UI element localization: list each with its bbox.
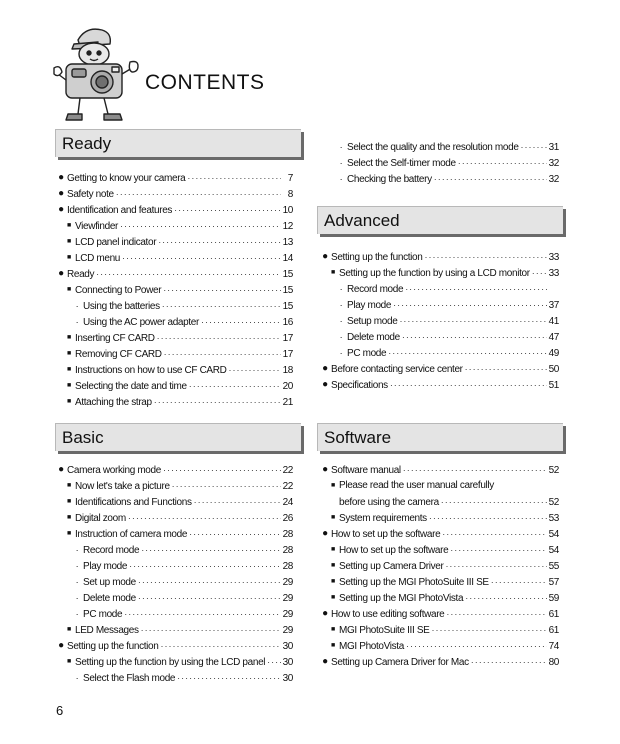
toc-entry-label: How to use editing software — [331, 609, 445, 620]
toc-entry-page: 20 — [282, 381, 293, 392]
dot-leader — [434, 171, 547, 187]
dot-leader — [267, 654, 280, 670]
dot-leader — [406, 638, 547, 654]
toc-entry — [56, 590, 293, 606]
toc-entry-page: 52 — [548, 465, 559, 476]
toc-entry — [320, 281, 559, 297]
toc-entry-label: Now let's take a picture — [75, 481, 170, 492]
toc-entry-label: Record mode — [83, 545, 140, 556]
toc-entry-page: 54 — [548, 529, 559, 540]
dot-leader — [96, 266, 280, 282]
toc-entry-label: LED Messages — [75, 625, 139, 636]
square-bullet-icon: ■ — [331, 578, 335, 585]
toc-entry-label: Select the quality and the resolution mode — [347, 142, 519, 153]
dot-bullet-icon: · — [339, 332, 343, 342]
toc-entry-page: 10 — [282, 205, 293, 216]
circle-bullet-icon: ● — [322, 379, 328, 390]
toc-entry-page: 12 — [282, 221, 293, 232]
toc-entry-label: Select the Flash mode — [83, 673, 176, 684]
dot-bullet-icon: · — [75, 609, 79, 619]
circle-bullet-icon: ● — [58, 172, 64, 183]
toc-entry — [56, 330, 293, 346]
toc-entry-label: Selecting the date and time — [75, 381, 187, 392]
dot-leader — [172, 478, 281, 494]
dot-leader — [194, 494, 281, 510]
toc-entry — [320, 478, 559, 494]
toc-entry-label: Setting up the MGI PhotoSuite III SE — [339, 577, 489, 588]
dot-leader — [521, 139, 547, 155]
square-bullet-icon: ■ — [67, 626, 71, 633]
toc-entry-page: 28 — [282, 561, 293, 572]
square-bullet-icon: ■ — [331, 642, 335, 649]
dot-leader — [128, 510, 281, 526]
toc-entry-label: Setup mode — [347, 316, 398, 327]
toc-entry — [320, 249, 559, 265]
dot-bullet-icon: · — [339, 348, 343, 358]
toc-entry-label: PC mode — [347, 348, 387, 359]
square-bullet-icon: ■ — [67, 222, 71, 229]
toc-entry — [320, 313, 559, 329]
toc-entry-page: 26 — [282, 513, 293, 524]
toc-entry — [320, 329, 559, 345]
toc-entry-page: 18 — [282, 365, 293, 376]
dot-leader — [442, 526, 546, 542]
section-header-advanced: Advanced — [317, 206, 563, 234]
toc-entry-label: Setting up the function — [331, 252, 423, 263]
toc-entry-label: Set up mode — [83, 577, 136, 588]
dot-leader — [129, 558, 280, 574]
dot-leader — [403, 462, 547, 478]
toc-entry — [56, 654, 293, 670]
dot-leader — [465, 590, 546, 606]
toc-entry-page: 17 — [282, 349, 293, 360]
dot-bullet-icon: · — [339, 300, 343, 310]
dot-leader — [160, 638, 280, 654]
toc-entry — [56, 558, 293, 574]
dot-leader — [120, 218, 281, 234]
toc-entry-label: How to set up the software — [339, 545, 449, 556]
toc-entry-label: Before contacting service center — [331, 364, 463, 375]
toc-entry — [56, 670, 293, 686]
toc-list-ready — [56, 170, 293, 410]
toc-entry-label: Instruction of camera mode — [75, 529, 188, 540]
toc-entry-page: 17 — [282, 333, 293, 344]
dot-bullet-icon: · — [339, 174, 343, 184]
toc-entry — [56, 362, 293, 378]
dot-bullet-icon: · — [339, 284, 343, 294]
dot-leader — [174, 202, 280, 218]
square-bullet-icon: ■ — [331, 546, 335, 553]
dot-leader — [390, 377, 547, 393]
dot-leader — [429, 510, 547, 526]
toc-entry — [56, 638, 293, 654]
toc-entry-label: MGI PhotoSuite III SE — [339, 625, 430, 636]
dot-leader — [393, 297, 546, 313]
toc-entry-page: 24 — [282, 497, 293, 508]
toc-entry-label: LCD menu — [75, 253, 120, 264]
toc-entry-label: Play mode — [347, 300, 392, 311]
toc-entry — [56, 378, 293, 394]
circle-bullet-icon: ● — [322, 608, 328, 619]
toc-entry — [320, 622, 559, 638]
toc-entry-page: 53 — [548, 513, 559, 524]
toc-entry-label: Select the Self-timer mode — [347, 158, 456, 169]
toc-entry-label: Please read the user manual carefully — [339, 480, 494, 491]
toc-entry-label: Setting up the function by using the LCD panel — [75, 657, 266, 668]
toc-entry-page: 51 — [548, 380, 559, 391]
camera-mascot-illustration — [52, 22, 144, 128]
circle-bullet-icon: ● — [58, 464, 64, 475]
toc-entry-label: Using the batteries — [83, 301, 160, 312]
toc-entry-page: 8 — [287, 189, 293, 200]
toc-entry-page: 7 — [287, 173, 293, 184]
toc-entry-label: Safety note — [67, 189, 114, 200]
toc-entry-page: 16 — [282, 317, 293, 328]
toc-entry-page: 32 — [548, 174, 559, 185]
toc-entry-label: Delete mode — [83, 593, 136, 604]
square-bullet-icon: ■ — [331, 514, 335, 521]
toc-entry-page: 22 — [282, 465, 293, 476]
dot-leader — [402, 329, 547, 345]
toc-entry — [320, 526, 559, 542]
dot-leader — [465, 361, 547, 377]
toc-entry-label: Viewfinder — [75, 221, 119, 232]
dot-leader — [122, 250, 281, 266]
toc-entry — [56, 462, 293, 478]
dot-leader — [441, 494, 547, 510]
circle-bullet-icon: ● — [58, 188, 64, 199]
toc-entry-page: 32 — [548, 158, 559, 169]
toc-entry-label: Record mode — [347, 284, 404, 295]
toc-entry — [320, 462, 559, 478]
square-bullet-icon: ■ — [331, 482, 335, 489]
dot-leader — [450, 542, 546, 558]
toc-entry — [320, 345, 559, 361]
toc-entry — [320, 494, 559, 510]
section-header-basic: Basic — [55, 423, 301, 451]
dot-bullet-icon: · — [75, 593, 79, 603]
square-bullet-icon: ■ — [67, 366, 71, 373]
toc-entry-page: 49 — [548, 348, 559, 359]
dot-bullet-icon: · — [75, 545, 79, 555]
circle-bullet-icon: ● — [322, 528, 328, 539]
toc-entry — [56, 542, 293, 558]
square-bullet-icon: ■ — [67, 350, 71, 357]
dot-bullet-icon: · — [339, 158, 343, 168]
square-bullet-icon: ■ — [67, 514, 71, 521]
toc-entry — [56, 526, 293, 542]
toc-entry-page: 33 — [548, 268, 559, 279]
toc-entry — [56, 170, 293, 186]
toc-entry-page: 15 — [282, 301, 293, 312]
toc-entry — [56, 282, 293, 298]
toc-entry-label: Setting up Camera Driver for Mac — [331, 657, 469, 668]
toc-entry-label: System requirements — [339, 513, 427, 524]
toc-entry — [320, 542, 559, 558]
toc-entry — [56, 234, 293, 250]
dot-bullet-icon: · — [75, 301, 79, 311]
toc-entry-page: 28 — [282, 529, 293, 540]
toc-entry — [56, 394, 293, 410]
toc-entry — [320, 155, 559, 171]
toc-entry — [56, 250, 293, 266]
circle-bullet-icon: ● — [322, 251, 328, 262]
toc-entry — [320, 361, 559, 377]
toc-entry-page: 28 — [282, 545, 293, 556]
dot-leader — [141, 542, 280, 558]
toc-entry-page: 50 — [548, 364, 559, 375]
toc-entry-page: 29 — [282, 593, 293, 604]
toc-entry-label: How to set up the software — [331, 529, 441, 540]
dot-bullet-icon: · — [75, 673, 79, 683]
toc-entry-label: Setting up the function by using a LCD monitor — [339, 268, 530, 279]
dot-leader — [458, 155, 547, 171]
toc-entry — [320, 638, 559, 654]
square-bullet-icon: ■ — [67, 482, 71, 489]
toc-entry — [320, 606, 559, 622]
toc-entry-page: 41 — [548, 316, 559, 327]
toc-entry-page: 14 — [282, 253, 293, 264]
dot-leader — [138, 574, 281, 590]
toc-list-continued — [320, 139, 559, 187]
toc-entry-page: 31 — [548, 142, 559, 153]
square-bullet-icon: ■ — [67, 286, 71, 293]
dot-leader — [399, 313, 546, 329]
dot-leader — [116, 186, 281, 202]
toc-entry-label: Attaching the strap — [75, 397, 152, 408]
toc-entry-page: 30 — [282, 641, 293, 652]
circle-bullet-icon: ● — [322, 656, 328, 667]
toc-entry — [320, 590, 559, 606]
toc-entry — [56, 346, 293, 362]
toc-entry — [320, 510, 559, 526]
square-bullet-icon: ■ — [67, 238, 71, 245]
dot-leader — [446, 606, 546, 622]
dot-leader — [141, 622, 281, 638]
dot-leader — [158, 234, 280, 250]
dot-leader — [491, 574, 547, 590]
toc-entry-page: 74 — [548, 641, 559, 652]
toc-entry-label: Setting up Camera Driver — [339, 561, 444, 572]
toc-entry-page: 15 — [282, 269, 293, 280]
toc-entry-label: Ready — [67, 269, 95, 280]
toc-entry-label: Identification and features — [67, 205, 173, 216]
dot-leader — [177, 670, 280, 686]
toc-entry-label: Identifications and Functions — [75, 497, 192, 508]
toc-entry — [320, 171, 559, 187]
toc-entry-page: 22 — [282, 481, 293, 492]
toc-list-advanced — [320, 249, 559, 393]
toc-entry-label: Checking the battery — [347, 174, 432, 185]
page-title: CONTENTS — [145, 71, 265, 94]
page-number: 6 — [56, 703, 64, 718]
dot-leader — [229, 362, 281, 378]
circle-bullet-icon: ● — [322, 363, 328, 374]
square-bullet-icon: ■ — [67, 334, 71, 341]
toc-entry — [320, 558, 559, 574]
dot-bullet-icon: · — [75, 317, 79, 327]
square-bullet-icon: ■ — [67, 382, 71, 389]
toc-entry — [56, 314, 293, 330]
square-bullet-icon: ■ — [67, 398, 71, 405]
toc-entry-label: Play mode — [83, 561, 128, 572]
section-header-software: Software — [317, 423, 563, 451]
toc-entry-page: 29 — [282, 577, 293, 588]
square-bullet-icon: ■ — [331, 626, 335, 633]
toc-list-basic — [56, 462, 293, 686]
toc-entry-page: 21 — [282, 397, 293, 408]
dot-leader — [189, 378, 281, 394]
toc-entry — [56, 510, 293, 526]
toc-entry — [56, 574, 293, 590]
dot-leader — [163, 462, 281, 478]
toc-list-software — [320, 462, 559, 670]
dot-bullet-icon: · — [339, 316, 343, 326]
section-header-ready: Ready — [55, 129, 301, 157]
toc-entry — [56, 606, 293, 622]
toc-entry-page: 54 — [548, 545, 559, 556]
toc-entry — [56, 478, 293, 494]
toc-entry-label: Removing CF CARD — [75, 349, 162, 360]
toc-entry-label: Getting to know your camera — [67, 173, 186, 184]
toc-entry — [320, 377, 559, 393]
toc-entry — [56, 622, 293, 638]
circle-bullet-icon: ● — [58, 204, 64, 215]
dot-leader — [154, 394, 281, 410]
toc-entry-label: Specifications — [331, 380, 388, 391]
dot-leader — [431, 622, 546, 638]
toc-entry-page: 47 — [548, 332, 559, 343]
dot-leader — [405, 281, 547, 297]
square-bullet-icon: ■ — [331, 594, 335, 601]
dot-leader — [187, 170, 281, 186]
dot-leader — [445, 558, 546, 574]
toc-entry-label: Using the AC power adapter — [83, 317, 199, 328]
square-bullet-icon: ■ — [67, 498, 71, 505]
square-bullet-icon: ■ — [331, 562, 335, 569]
toc-entry-label: Software manual — [331, 465, 401, 476]
dot-leader — [201, 314, 281, 330]
toc-entry — [320, 139, 559, 155]
toc-entry-label: Inserting CF CARD — [75, 333, 155, 344]
toc-entry-page: 80 — [548, 657, 559, 668]
toc-entry — [56, 218, 293, 234]
toc-entry-label: before using the camera — [339, 497, 439, 508]
toc-entry-page: 33 — [548, 252, 559, 263]
dot-bullet-icon: · — [339, 142, 343, 152]
toc-entry — [320, 574, 559, 590]
toc-entry-label: Camera working mode — [67, 465, 161, 476]
dot-leader — [163, 282, 280, 298]
toc-entry-page: 13 — [282, 237, 293, 248]
dot-leader — [189, 526, 280, 542]
toc-entry-label: Delete mode — [347, 332, 400, 343]
dot-leader — [138, 590, 281, 606]
square-bullet-icon: ■ — [67, 530, 71, 537]
toc-entry — [56, 494, 293, 510]
toc-entry-page: 59 — [548, 593, 559, 604]
toc-entry — [56, 266, 293, 282]
toc-entry-label: Setting up the MGI PhotoVista — [339, 593, 464, 604]
dot-leader — [424, 249, 546, 265]
dot-leader — [388, 345, 546, 361]
toc-entry-label: Setting up the function — [67, 641, 159, 652]
toc-entry — [320, 297, 559, 313]
dot-leader — [162, 298, 281, 314]
toc-entry-label: MGI PhotoVista — [339, 641, 404, 652]
circle-bullet-icon: ● — [58, 640, 64, 651]
toc-entry-label: Connecting to Power — [75, 285, 162, 296]
toc-entry-label: LCD panel indicator — [75, 237, 157, 248]
toc-entry — [56, 298, 293, 314]
circle-bullet-icon: ● — [58, 268, 64, 279]
toc-entry-page: 57 — [548, 577, 559, 588]
toc-entry — [320, 654, 559, 670]
dot-leader — [124, 606, 280, 622]
toc-entry-page: 52 — [548, 497, 559, 508]
toc-entry-page: 30 — [282, 673, 293, 684]
toc-entry — [56, 202, 293, 218]
circle-bullet-icon: ● — [322, 464, 328, 475]
dot-leader — [532, 265, 547, 281]
dot-leader — [471, 654, 547, 670]
toc-entry-page: 29 — [282, 625, 293, 636]
toc-entry-page: 55 — [548, 561, 559, 572]
square-bullet-icon: ■ — [331, 269, 335, 276]
square-bullet-icon: ■ — [67, 658, 71, 665]
toc-entry-label: Instructions on how to use CF CARD — [75, 365, 227, 376]
dot-bullet-icon: · — [75, 561, 79, 571]
toc-entry-page: 15 — [282, 285, 293, 296]
toc-entry-page: 37 — [548, 300, 559, 311]
toc-entry-label: PC mode — [83, 609, 123, 620]
toc-entry-label: Digital zoom — [75, 513, 126, 524]
square-bullet-icon: ■ — [67, 254, 71, 261]
dot-bullet-icon: · — [75, 577, 79, 587]
toc-entry — [56, 186, 293, 202]
toc-entry-page: 61 — [548, 625, 559, 636]
toc-entry — [320, 265, 559, 281]
toc-entry-page: 29 — [282, 609, 293, 620]
toc-entry-page: 61 — [548, 609, 559, 620]
dot-leader — [164, 346, 281, 362]
toc-entry-page: 30 — [282, 657, 293, 668]
dot-leader — [157, 330, 281, 346]
